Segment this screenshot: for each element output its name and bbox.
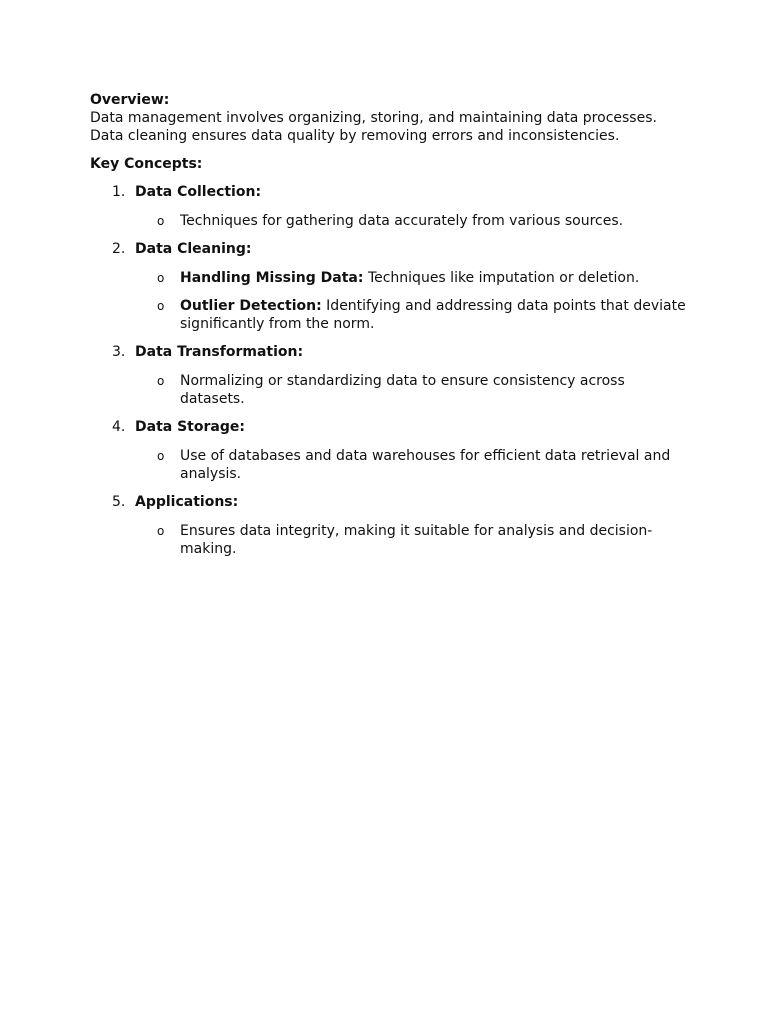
concept-sub-list (135, 447, 690, 483)
sub-item-text: Techniques like imputation or deletion. (367, 270, 640, 286)
concept-sub-list (135, 522, 690, 558)
sub-item (135, 269, 690, 287)
circle-bullet-icon: o (157, 214, 165, 228)
sub-item-text: Ensures data integrity, making it suitable for analysis and decision-making. (180, 523, 653, 557)
concept-number: 2. (112, 241, 126, 257)
concept-number: 1. (112, 184, 126, 200)
sub-item-text: Use of databases and data warehouses for efficient data retrieval and analysis. (180, 448, 671, 482)
circle-bullet-icon: o (157, 271, 165, 285)
sub-item (135, 372, 690, 408)
overview-line-1: Data management involves organizing, storing, and maintaining data processes. (90, 110, 657, 126)
concept-number: 3. (112, 344, 126, 360)
overview-heading: Overview: (90, 92, 170, 108)
concept-item (90, 183, 690, 230)
sub-item-text: Normalizing or standardizing data to ensure consistency across datasets. (180, 373, 625, 407)
circle-bullet-icon: o (157, 449, 165, 463)
concept-sub-list (135, 269, 690, 333)
concept-title: Data Cleaning: (135, 241, 252, 257)
concept-item (90, 493, 690, 558)
sub-item (135, 297, 690, 333)
concept-sub-list (135, 212, 690, 230)
sub-item (135, 447, 690, 483)
concept-title: Data Storage: (135, 419, 245, 435)
sub-item (135, 212, 690, 230)
document-page (90, 91, 690, 568)
sub-item-label: Outlier Detection: (180, 298, 322, 314)
sub-item-label: Handling Missing Data: (180, 270, 364, 286)
concept-number: 4. (112, 419, 126, 435)
circle-bullet-icon: o (157, 524, 165, 538)
concept-item (90, 418, 690, 483)
concept-number: 5. (112, 494, 126, 510)
concept-item (90, 240, 690, 333)
key-concepts-heading: Key Concepts: (90, 156, 203, 172)
overview-line-2: Data cleaning ensures data quality by removing errors and inconsistencies. (90, 128, 620, 144)
concept-sub-list (135, 372, 690, 408)
sub-item-text: Identifying and addressing data points that deviate significantly from the norm. (180, 298, 686, 332)
concept-item (90, 343, 690, 408)
key-concepts-list (90, 183, 690, 558)
concept-title: Data Collection: (135, 184, 262, 200)
concept-title: Applications: (135, 494, 239, 510)
sub-item-text: Techniques for gathering data accurately from various sources. (180, 213, 624, 229)
sub-item (135, 522, 690, 558)
concept-title: Data Transformation: (135, 344, 304, 360)
circle-bullet-icon: o (157, 299, 165, 313)
circle-bullet-icon: o (157, 374, 165, 388)
